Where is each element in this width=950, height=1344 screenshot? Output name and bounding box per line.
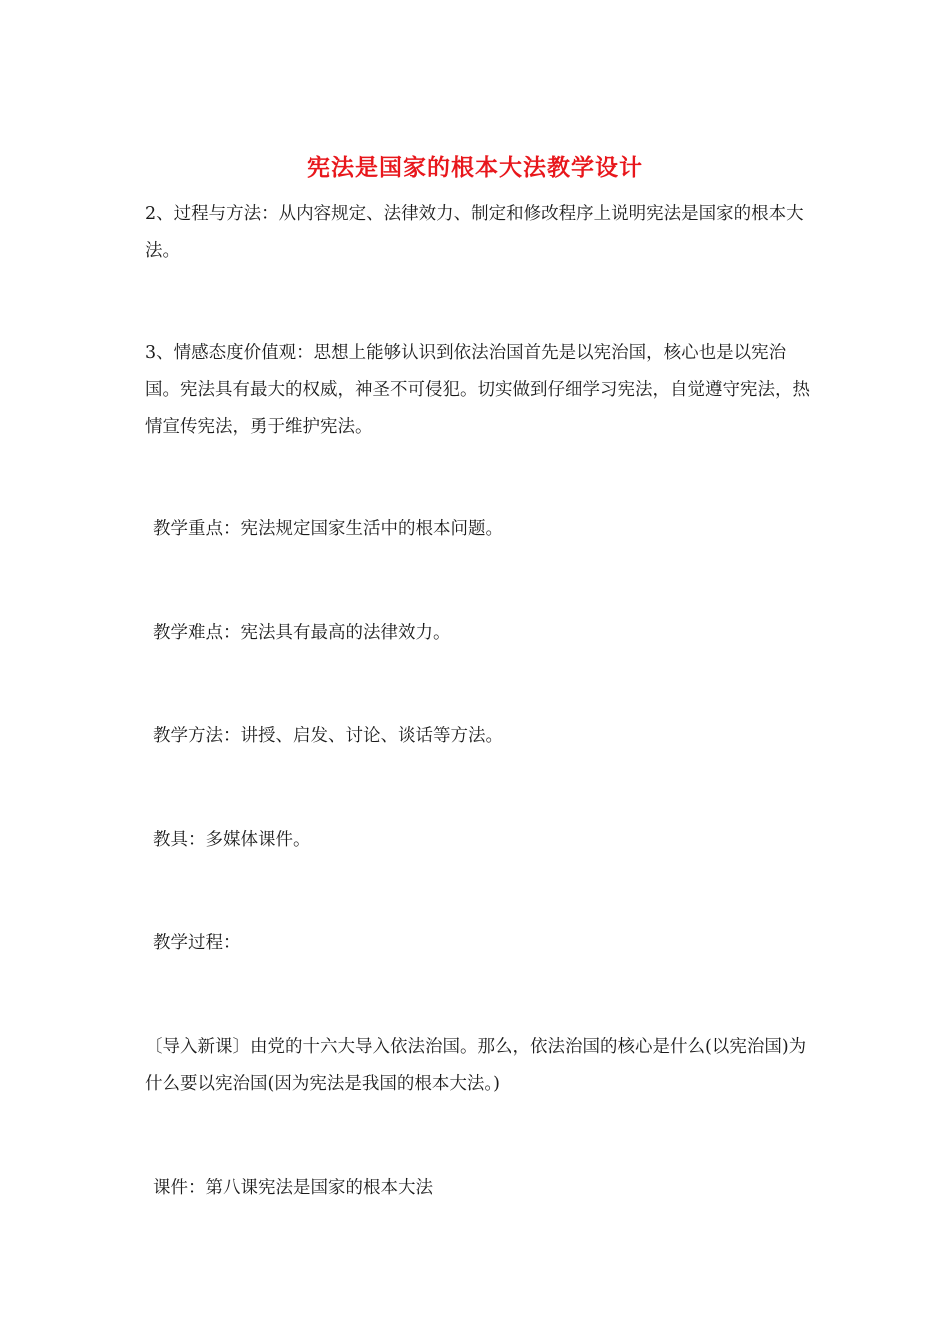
paragraph-introduction: 〔导入新课〕由党的十六大导入依法治国。那么，依法治国的核心是什么(以宪治国)为什么要以宪治国(因为宪法是我国的根本大法。) xyxy=(145,1037,807,1094)
paragraph-emotion-values: 3、情感态度价值观：思想上能够认识到依法治国首先是以宪治国，核心也是以宪治国。宪法具有最大的权威，神圣不可侵犯。切实做到仔细学习宪法，自觉遵守宪法，热情宣传宪法，勇于维护宪法。 xyxy=(145,343,810,437)
paragraph-process-method: 2、过程与方法：从内容规定、法律效力、制定和修改程序上说明宪法是国家的根本大法。 xyxy=(145,204,804,261)
paragraph-teaching-focus: 教学重点：宪法规定国家生活中的根本问题。 xyxy=(153,519,503,539)
paragraph-teaching-difficulty: 教学难点：宪法具有最高的法律效力。 xyxy=(153,623,451,643)
paragraph-teaching-method: 教学方法：讲授、启发、讨论、谈话等方法。 xyxy=(153,726,503,746)
paragraph-teaching-aids: 教具：多媒体课件。 xyxy=(153,830,311,850)
paragraph-teaching-process: 教学过程： xyxy=(153,933,241,953)
document-title: 宪法是国家的根本大法教学设计 xyxy=(307,155,643,181)
paragraph-courseware: 课件：第八课宪法是国家的根本大法 xyxy=(153,1178,433,1198)
